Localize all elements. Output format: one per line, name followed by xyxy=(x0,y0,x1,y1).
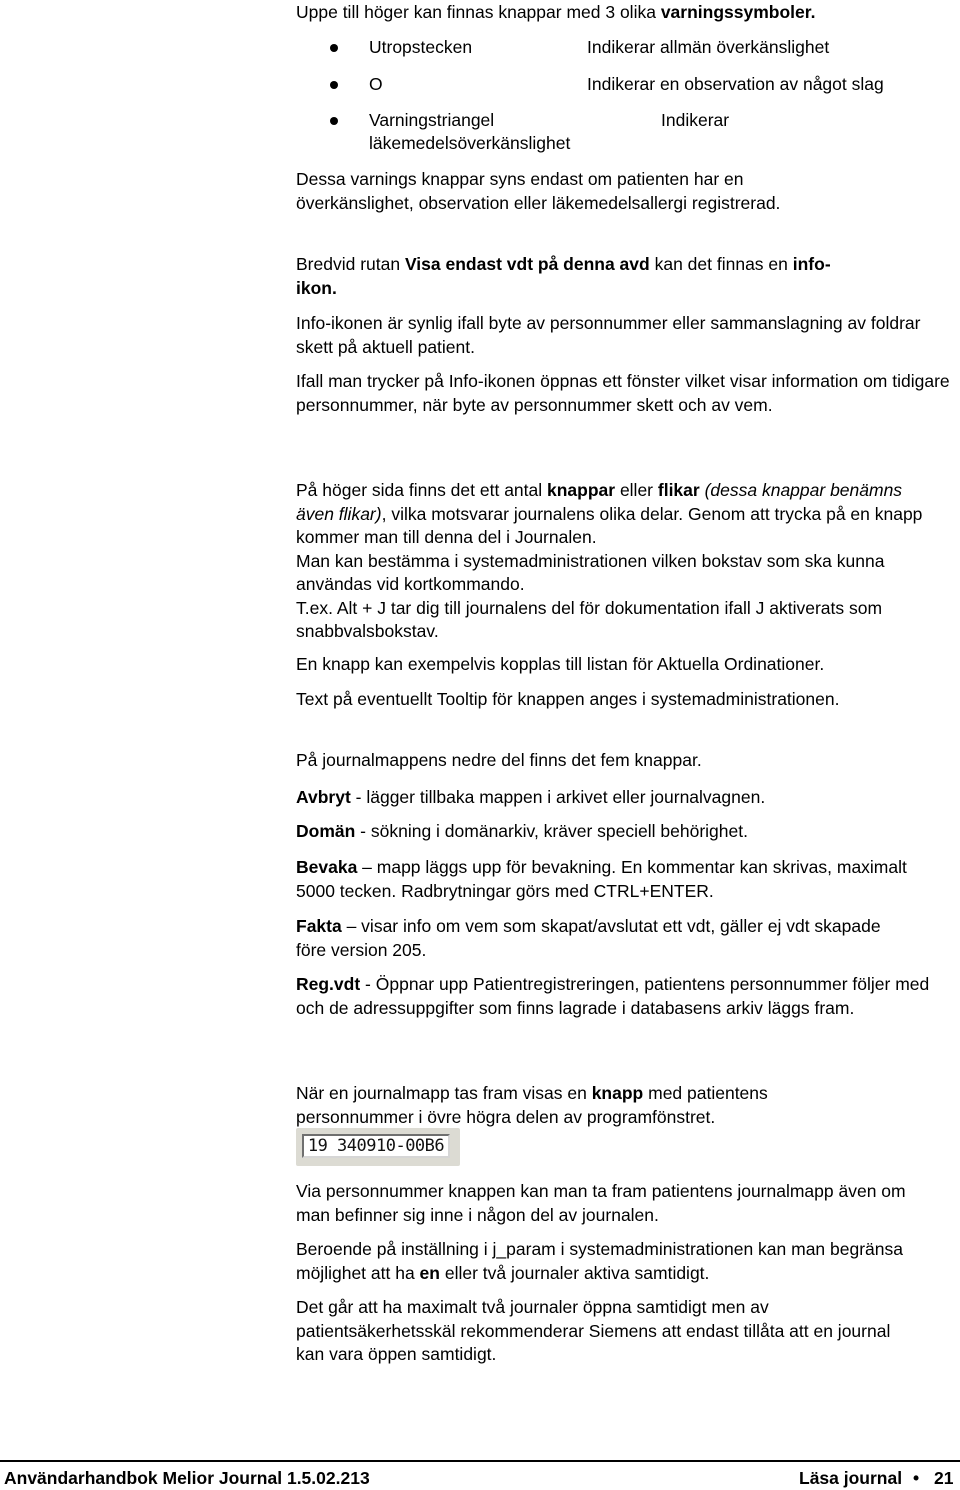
button-desc: - sökning i domänarkiv, kräver speciell behörighet. xyxy=(355,821,748,841)
symbol-meaning: Indikerar allmän överkänslighet xyxy=(587,37,830,57)
list-bullet xyxy=(330,81,338,89)
text-span: kan det finnas en xyxy=(649,254,793,274)
symbol-name: Varningstriangel xyxy=(369,110,495,130)
pnum-usage: Via personnummer knappen kan man ta fram patientens journalmapp även om man befinner sig inne i någon del av journalen. xyxy=(296,1181,906,1225)
button-description xyxy=(296,820,936,844)
text-span: med patientens personnummer i övre högra delen av programfönstret. xyxy=(296,1083,768,1127)
list-bullet xyxy=(330,117,338,125)
intro-text xyxy=(296,1,936,25)
text-span: När en journalmapp tas fram visas en xyxy=(296,1083,592,1103)
pnum-paragraph xyxy=(296,1082,856,1129)
visa-checkbox-label: Visa endast vdt på denna avd xyxy=(404,254,650,274)
button-desc: - lägger tillbaka mappen i arkivet eller journalvagnen. xyxy=(350,787,766,807)
info-visible-paragraph: Info-ikonen är synlig ifall byte av personnummer eller sammanslagning av foldrar skett på aktuell patient. xyxy=(296,313,921,357)
footer-left: Användarhandbok Melior Journal 1.5.02.213 xyxy=(4,1468,370,1488)
text-span: Beroende på inställning i j_param i systemadministrationen kan man begränsa möjlighet att ha xyxy=(296,1239,904,1283)
info-term: info- xyxy=(792,254,831,274)
text-span: På höger sida finns det ett antal xyxy=(296,480,547,500)
term-knapp: knapp xyxy=(591,1083,644,1103)
symbol-name: O xyxy=(369,74,383,94)
personnummer-button-screenshot xyxy=(296,1128,460,1166)
tooltip-note: Text på eventuellt Tooltip för knappen anges i systemadministrationen. xyxy=(296,689,840,709)
intro-prefix: Uppe till höger kan finnas knappar med 3 olika xyxy=(296,2,661,22)
text-span: eller två journaler aktiva samtidigt. xyxy=(439,1262,710,1283)
symbol-meaning: Indikerar xyxy=(661,110,730,130)
text-span: eller xyxy=(615,480,658,500)
button-description xyxy=(296,915,906,962)
page-number: 21 xyxy=(934,1468,954,1488)
max-journals: Det går att ha maximalt två journaler öppna samtidigt men av patientsäkerhetsskäl rekommenderar Siemens att endast tillåta att en journal kan vara öppen samtidigt. xyxy=(296,1297,891,1364)
term-flikar: flikar xyxy=(657,480,700,500)
button-name-regvdt: Reg.vdt xyxy=(296,974,361,994)
term-en: en xyxy=(419,1262,440,1283)
text-span: , vilka motsvarar journalens olika delar. Genom att trycka på en knapp kommer man till denna del i Journalen. xyxy=(296,503,923,547)
example-ordination: En knapp kan exempelvis kopplas till listan för Aktuella Ordinationer. xyxy=(296,654,825,674)
button-name-doman: Domän xyxy=(296,821,356,841)
symbol-meaning: Indikerar en observation av något slag xyxy=(587,74,884,94)
button-desc: – visar info om vem som skapat/avslutat ett vdt, gäller ej vdt skapade före version 205. xyxy=(296,916,881,960)
button-desc: - Öppnar upp Patientregistreringen, patientens personnummer följer med och de adressuppgifter som finns lagrade i databasens arkiv läggs fram. xyxy=(296,974,930,1018)
personnummer-button[interactable]: 19 340910-00B6 xyxy=(302,1134,450,1158)
button-description xyxy=(296,973,946,1020)
jparam-paragraph xyxy=(296,1238,926,1285)
term-knappar: knappar xyxy=(547,480,616,500)
tabs-aside: (dessa knappar benämns även flikar) xyxy=(296,480,903,524)
button-description xyxy=(296,786,936,810)
info-click-paragraph: Ifall man trycker på Info-ikonen öppnas ett fönster vilket visar information om tidigare personnummer, när byte av personnummer skett och av vem. xyxy=(296,371,950,415)
info-icon-paragraph xyxy=(296,253,926,300)
bottom-buttons-intro: På journalmappens nedre del finns det fem knappar. xyxy=(296,750,702,770)
warning-note: Dessa varnings knappar syns endast om patienten har en överkänslighet, observation eller läkemedelsallergi registrerad. xyxy=(296,169,781,213)
list-bullet xyxy=(330,44,338,52)
button-description xyxy=(296,856,926,903)
text-span: Bredvid rutan xyxy=(296,254,405,274)
info-term-cont: ikon. xyxy=(296,277,337,298)
shortcut-example-text: T.ex. Alt + J tar dig till journalens del för dokumentation ifall J aktiverats som snabbvalsbokstav. xyxy=(296,597,883,641)
tabs-paragraph xyxy=(296,479,944,644)
footer-section: Läsa journal xyxy=(799,1468,903,1488)
button-name-avbryt: Avbryt xyxy=(296,787,351,807)
shortcut-config-text: Man kan bestämma i systemadministrationen vilken bokstav som ska kunna användas vid kortkommando. xyxy=(296,550,885,594)
symbol-name: Utropstecken xyxy=(369,37,473,57)
footer-separator: • xyxy=(913,1468,920,1488)
button-name-bevaka: Bevaka xyxy=(296,857,358,877)
button-name-fakta: Fakta xyxy=(296,916,342,936)
footer-rule xyxy=(0,1460,960,1462)
symbol-meaning-cont: läkemedelsöverkänslighet xyxy=(369,133,571,153)
intro-bold: varningssymboler. xyxy=(660,2,816,22)
button-desc: – mapp läggs upp för bevakning. En kommentar kan skrivas, maximalt 5000 tecken. Radbrytningar görs med CTRL+ENTER. xyxy=(296,857,907,901)
